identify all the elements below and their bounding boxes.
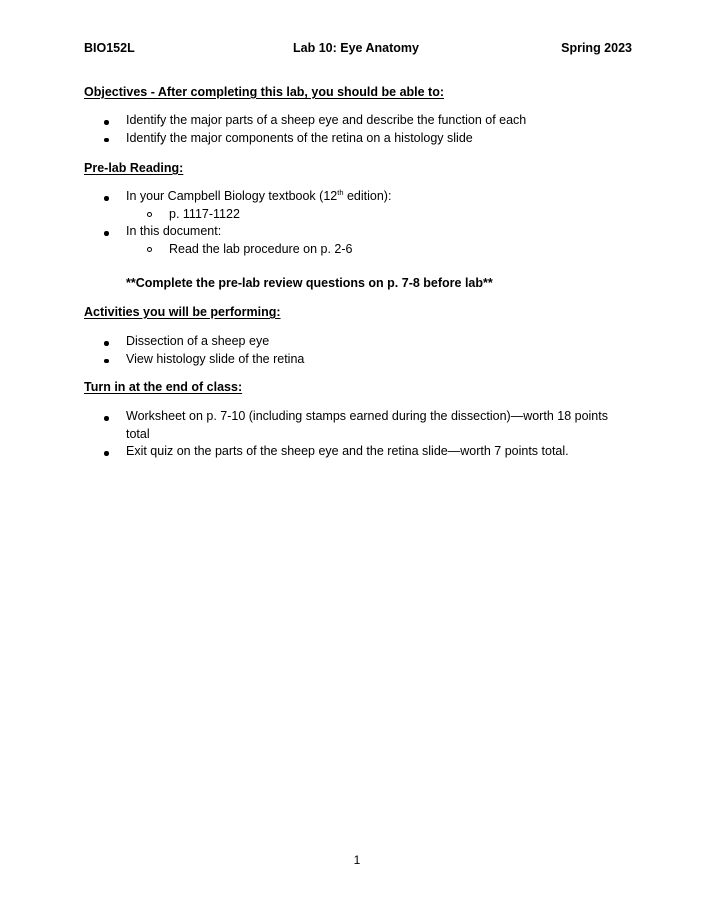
list-item	[0, 333, 626, 351]
sub-list	[126, 241, 626, 259]
objectives-heading-label: Objectives	[84, 85, 148, 99]
list-item	[0, 408, 626, 443]
bullet-icon	[104, 451, 109, 456]
list-item	[0, 223, 626, 258]
circle-bullet-icon	[147, 247, 152, 252]
bullet-icon	[104, 120, 109, 125]
turnin-list	[0, 408, 626, 461]
bullet-icon	[104, 341, 109, 346]
prelab-list	[0, 188, 626, 258]
bullet-icon	[104, 196, 109, 201]
sub-list	[126, 206, 626, 224]
bullet-icon	[104, 138, 109, 143]
superscript: th	[337, 188, 344, 197]
objectives-list	[0, 112, 626, 147]
objectives-heading-rest: After completing this lab, you should be able to:	[157, 85, 445, 99]
activities-heading: Activities you will be performing:	[84, 305, 281, 319]
list-item	[0, 351, 626, 369]
turnin-text: Worksheet on p. 7-10 (including stamps earned during the dissection)—worth 18 points total	[126, 409, 608, 441]
list-item	[0, 112, 626, 130]
list-item	[0, 443, 626, 461]
prelab-text: In your Campbell Biology textbook (12	[126, 189, 338, 203]
objective-text: Identify the major components of the retina on a histology slide	[126, 130, 473, 145]
prelab-text: In this document:	[126, 224, 222, 238]
objectives-heading	[84, 85, 444, 99]
turnin-heading: Turn in at the end of class:	[84, 380, 243, 394]
sub-list-item	[126, 206, 626, 224]
sub-list-item	[126, 241, 626, 259]
prelab-note: **Complete the pre-lab review questions on p. 7-8 before lab**	[126, 276, 493, 290]
activity-text: View histology slide of the retina	[126, 351, 305, 366]
bullet-icon	[104, 416, 109, 421]
page-header	[84, 41, 632, 57]
list-item	[0, 188, 626, 223]
turnin-text: Exit quiz on the parts of the sheep eye and the retina slide—worth 7 points total.	[126, 444, 569, 458]
activity-text: Dissection of a sheep eye	[126, 334, 270, 348]
activities-list	[0, 333, 626, 368]
prelab-text: edition):	[343, 189, 392, 203]
page-number: 1	[353, 853, 361, 867]
course-code: BIO152L	[84, 41, 135, 55]
lab-title: Lab 10: Eye Anatomy	[293, 41, 419, 55]
bullet-icon	[104, 231, 109, 236]
circle-bullet-icon	[147, 212, 152, 217]
prelab-heading: Pre-lab Reading:	[84, 161, 184, 175]
term: Spring 2023	[561, 41, 632, 55]
objectives-heading-sep: -	[147, 85, 158, 99]
list-item	[0, 130, 626, 148]
bullet-icon	[104, 359, 109, 364]
sub-item-text: Read the lab procedure on p. 2-6	[169, 241, 353, 256]
objective-text: Identify the major parts of a sheep eye and describe the function of each	[126, 113, 527, 127]
sub-item-text: p. 1117-1122	[169, 206, 240, 221]
